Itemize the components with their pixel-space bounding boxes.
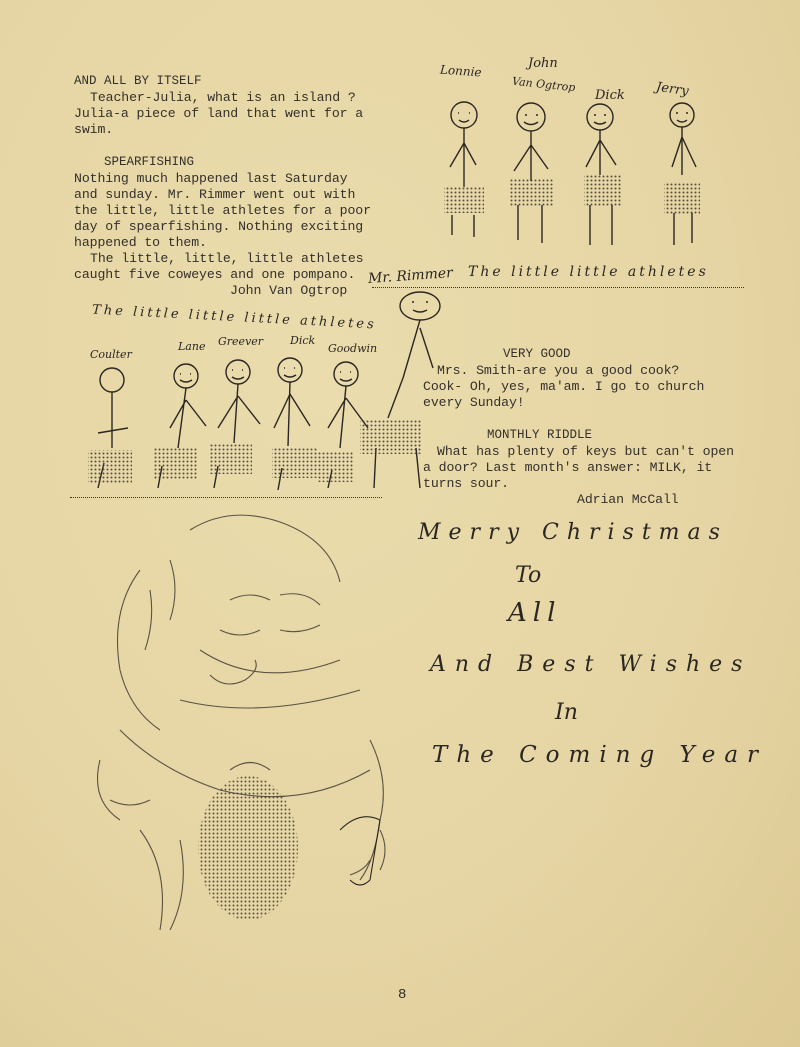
middle-caption: The little little little athletes — [91, 302, 378, 333]
very-good-line-3: every Sunday! — [423, 395, 525, 410]
island-line-3: swim. — [74, 122, 114, 137]
caption-little-athletes: The little little athletes — [468, 264, 709, 280]
very-good-line-1: Mrs. Smith-are you a good cook? — [437, 363, 680, 378]
riddle-line-1: What has plenty of keys but can't open — [437, 444, 734, 459]
drawing-name-john: John — [528, 56, 558, 71]
middle-name-goodwin: Goodwin — [328, 342, 378, 355]
very-good-title: VERY GOOD — [503, 347, 571, 361]
riddle-line-2: a door? Last month's answer: MILK, it — [423, 460, 713, 475]
spearfishing-author: John Van Ogtrop — [230, 283, 348, 298]
middle-stick-figures-drawing — [78, 288, 458, 498]
spearfishing-title: SPEARFISHING — [104, 155, 195, 169]
island-line-1: Teacher-Julia, what is an island ? — [90, 90, 356, 105]
greeting-best-wishes: And Best Wishes — [430, 652, 752, 677]
greeting-merry-christmas: Merry Christmas — [418, 520, 728, 545]
island-title: AND ALL BY ITSELF — [74, 74, 202, 88]
greeting-coming-year: The Coming Year — [432, 742, 768, 768]
drawing-name-dick: Dick — [595, 88, 625, 103]
spearfishing-line-3: the little, little athletes for a poor — [74, 203, 371, 218]
greeting-all: All — [508, 598, 562, 628]
divider-middle-left — [70, 497, 382, 498]
greeting-to: To — [515, 563, 542, 588]
santa-sketch-drawing — [80, 500, 420, 940]
drawing-name-van-ogtrop: Van Ogtrop — [511, 74, 576, 95]
greeting-in: In — [555, 700, 578, 725]
page-number: 8 — [398, 987, 407, 1003]
middle-name-lane: Lane — [178, 340, 206, 353]
riddle-title: MONTHLY RIDDLE — [487, 428, 593, 442]
middle-name-greever: Greever — [218, 335, 264, 348]
spearfishing-line-1: Nothing much happened last Saturday — [74, 171, 348, 186]
drawing-name-lonnie: Lonnie — [439, 62, 483, 80]
spearfishing-line-2: and sunday. Mr. Rimmer went out with — [74, 187, 356, 202]
spearfishing-line-6: The little, little, little athletes — [90, 251, 364, 266]
very-good-line-2: Cook- Oh, yes, ma'am. I go to church — [423, 379, 705, 394]
spearfishing-line-7: caught five coweyes and one pompano. — [74, 267, 356, 282]
spearfishing-line-4: day of spearfishing. Nothing exciting — [74, 219, 364, 234]
drawing-name-jerry: Jerry — [655, 79, 690, 100]
riddle-line-3: turns sour. — [423, 476, 509, 491]
riddle-author: Adrian McCall — [577, 492, 679, 507]
middle-name-dick: Dick — [290, 334, 316, 347]
caption-mr-rimmer: Mr. Rimmer — [367, 265, 454, 287]
middle-name-coulter: Coulter — [90, 348, 132, 361]
spearfishing-line-5: happened to them. — [74, 235, 207, 250]
island-line-2: Julia-a piece of land that went for a — [74, 106, 364, 121]
